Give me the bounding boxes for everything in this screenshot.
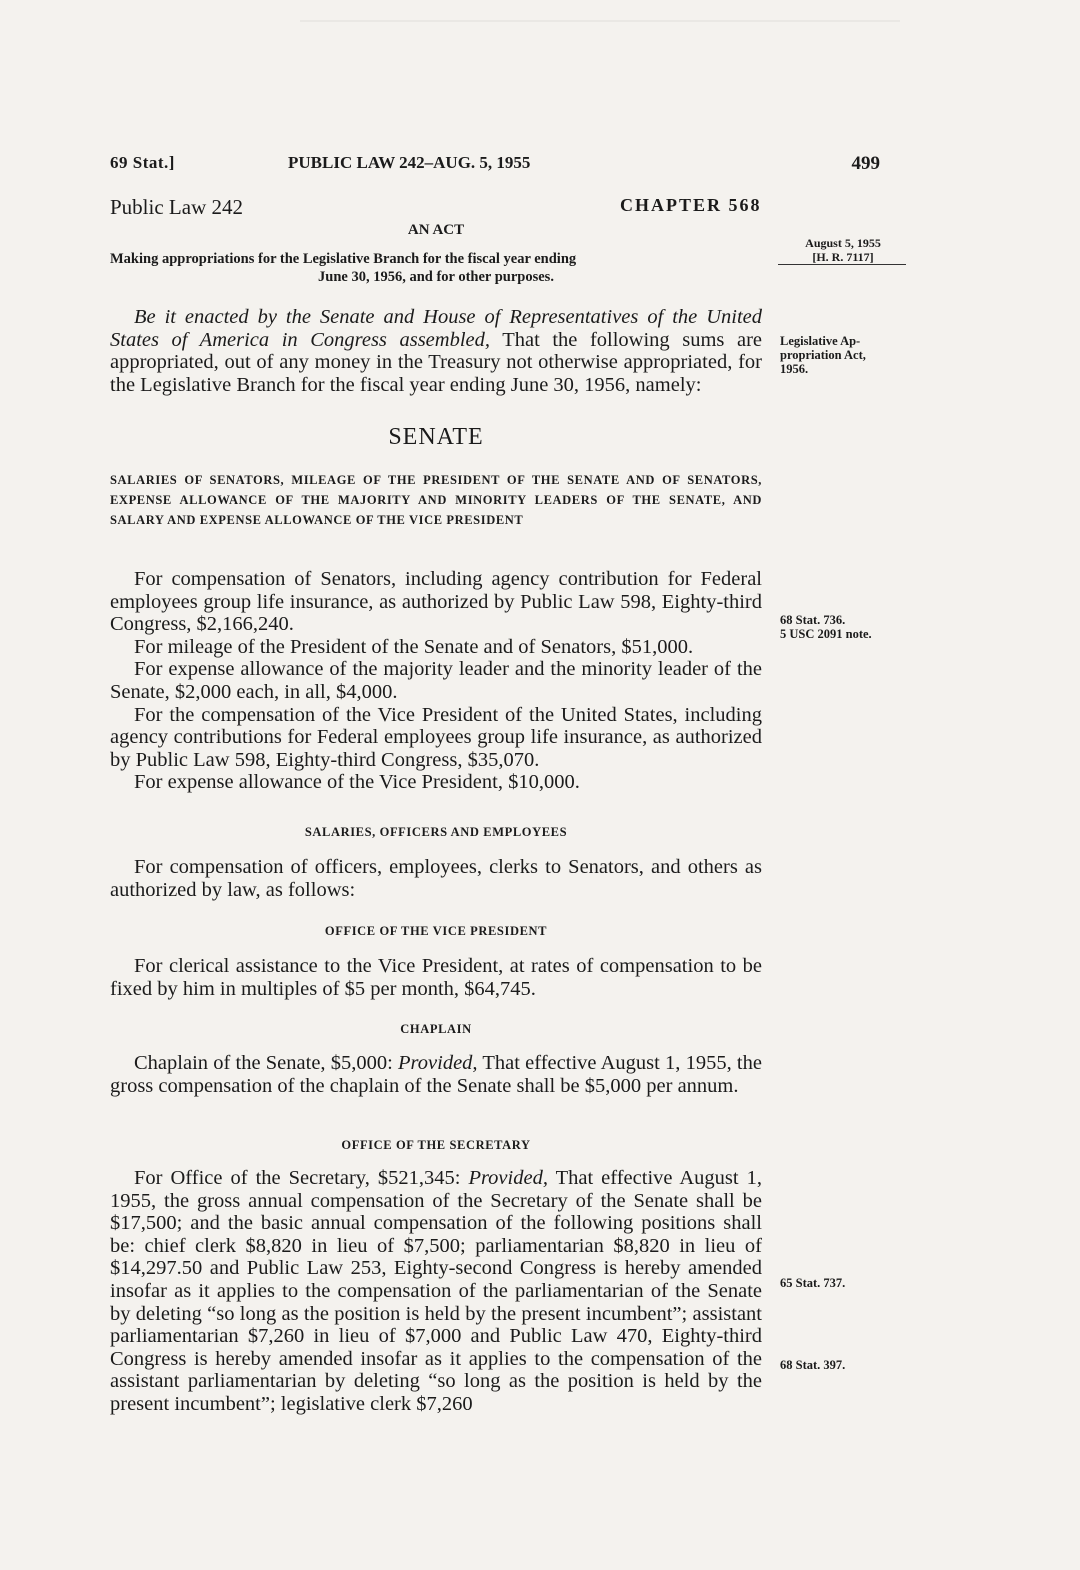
- chaplain-provided: Provided,: [398, 1052, 478, 1074]
- margin-citation-1: [780, 613, 910, 641]
- margin-citation-2: 65 Stat. 737.: [780, 1276, 846, 1290]
- chaplain-paragraph: [110, 1052, 762, 1097]
- vp-office-section: [110, 955, 762, 1000]
- page-bleed-top: [300, 20, 900, 82]
- paragraph-senators-compensation: For compensation of Senators, including agency contribution for Federal employees group life insurance, as authorized by Public Law 598, Eighty-third Congress, $2,166,240.: [110, 568, 762, 636]
- vp-office-paragraph: For clerical assistance to the Vice President, at rates of compensation to be fixed by him in multiples of $5 per month, $64,745.: [110, 955, 762, 1000]
- margin-short-title-2: propriation Act,: [780, 348, 866, 362]
- enacting-clause: [110, 306, 762, 396]
- running-header: [110, 153, 880, 179]
- salaries-senators-heading: SALARIES OF SENATORS, MILEAGE OF THE PRESIDENT OF THE SENATE AND OF SENATORS, EXPENSE ALLOWANCE OF THE MAJORITY AND MINORITY LEADERS OF THE SENATE, AND SALARY AND EXPENSE ALLOWANCE OF THE VICE PRESIDENT: [110, 473, 762, 527]
- act-title: [110, 250, 762, 286]
- paragraph-leaders-allowance: For expense allowance of the majority leader and the minority leader of the Senate, $2,000 each, in all, $4,000.: [110, 658, 762, 703]
- margin-citation-1a: 68 Stat. 736.: [780, 613, 846, 627]
- secretary-heading: OFFICE OF THE SECRETARY: [341, 1138, 531, 1152]
- chaplain-section: [110, 1052, 762, 1097]
- secretary-provided: Provided,: [468, 1167, 548, 1189]
- chaplain-text-b: That effective August 1, 1955, the gross compensation of the chaplain of the Senate shall be $5,000 per annum.: [110, 1052, 762, 1097]
- vp-office-heading: OFFICE OF THE VICE PRESIDENT: [324, 924, 548, 938]
- chaplain-text-a: Chaplain of the Senate, $5,000:: [134, 1052, 399, 1074]
- officers-section: [110, 856, 762, 901]
- margin-date: August 5, 1955: [805, 236, 881, 250]
- enacting-italic: Be it enacted by the Senate and House of Representatives of the United States of America in Congress assembled,: [110, 306, 762, 351]
- secretary-text-a: For Office of the Secretary, $521,345:: [134, 1167, 469, 1189]
- paragraph-vice-president-allowance: For expense allowance of the Vice President, $10,000.: [134, 771, 580, 794]
- margin-citation-3: 68 Stat. 397.: [780, 1358, 846, 1372]
- act-title-line-2: June 30, 1956, and for other purposes.: [318, 269, 554, 285]
- header-title: PUBLIC LAW 242–AUG. 5, 1955: [288, 153, 531, 172]
- paragraph-vice-president-compensation: For the compensation of the Vice President of the United States, including agency contributions for Federal employees group life insurance, as authorized by Public Law 598, Eighty-third Congress, $35,070.: [110, 703, 762, 771]
- margin-rule: [778, 264, 906, 265]
- margin-bill: [H. R. 7117]: [812, 250, 874, 264]
- margin-short-title-1: Legislative Ap-: [780, 334, 861, 348]
- officers-paragraph: For compensation of officers, employees, clerks to Senators, and others as authorized by law, as follows:: [110, 856, 762, 901]
- enacting-paragraph: [110, 306, 762, 396]
- public-law-number: Public Law 242: [110, 195, 243, 219]
- chaplain-heading: CHAPLAIN: [400, 1022, 472, 1036]
- paragraph-mileage: For mileage of the President of the Senate and of Senators, $51,000.: [134, 635, 694, 658]
- secretary-paragraph: [110, 1167, 762, 1416]
- officers-heading: SALARIES, OFFICERS AND EMPLOYEES: [304, 825, 568, 839]
- margin-citation-1b: 5 USC 2091 note.: [780, 627, 872, 641]
- margin-short-title: [780, 334, 910, 376]
- an-act-label: AN ACT: [407, 222, 465, 238]
- margin-short-title-3: 1956.: [780, 362, 809, 376]
- margin-date-note: [780, 236, 906, 264]
- page-number: 499: [851, 153, 880, 174]
- secretary-text-b: That effective August 1, 1955, the gross annual compensation of the Secretary of the Senate shall be $17,500; and the basic annual compensation of the following positions shall be: chief clerk $8,820 in lieu of $7,500; parliamentarian $8,820 in lieu of $14,297.50 and Public Law 253, Eighty-second Congress is hereby amended insofar as it applies to the compensation of the parliamentarian of the Senate by deleting “so long as the position is held by the present incumbent”; assistant parliamentarian $7,260 in lieu of $7,000 and Public Law 470, Eighty-third Congress is hereby amended insofar as it applies to the compensation of the assistant parliamentarian by deleting “so long as the position is held by the present incumbent”; legislative clerk $7,260: [110, 1167, 762, 1415]
- secretary-section: [110, 1167, 762, 1416]
- act-title-line-1: Making appropriations for the Legislative Branch for the fiscal year ending: [110, 251, 577, 267]
- volume-label: 69 Stat.]: [110, 153, 175, 172]
- chapter-number: CHAPTER 568: [620, 195, 762, 215]
- senate-heading: SENATE: [388, 424, 484, 450]
- enacting-rest: That the following sums are appropriated, out of any money in the Treasury not otherwise appropriated, for the Legislative Branch for the fiscal year ending June 30, 1956, namely:: [110, 328, 762, 396]
- senators-paragraphs: [110, 568, 762, 794]
